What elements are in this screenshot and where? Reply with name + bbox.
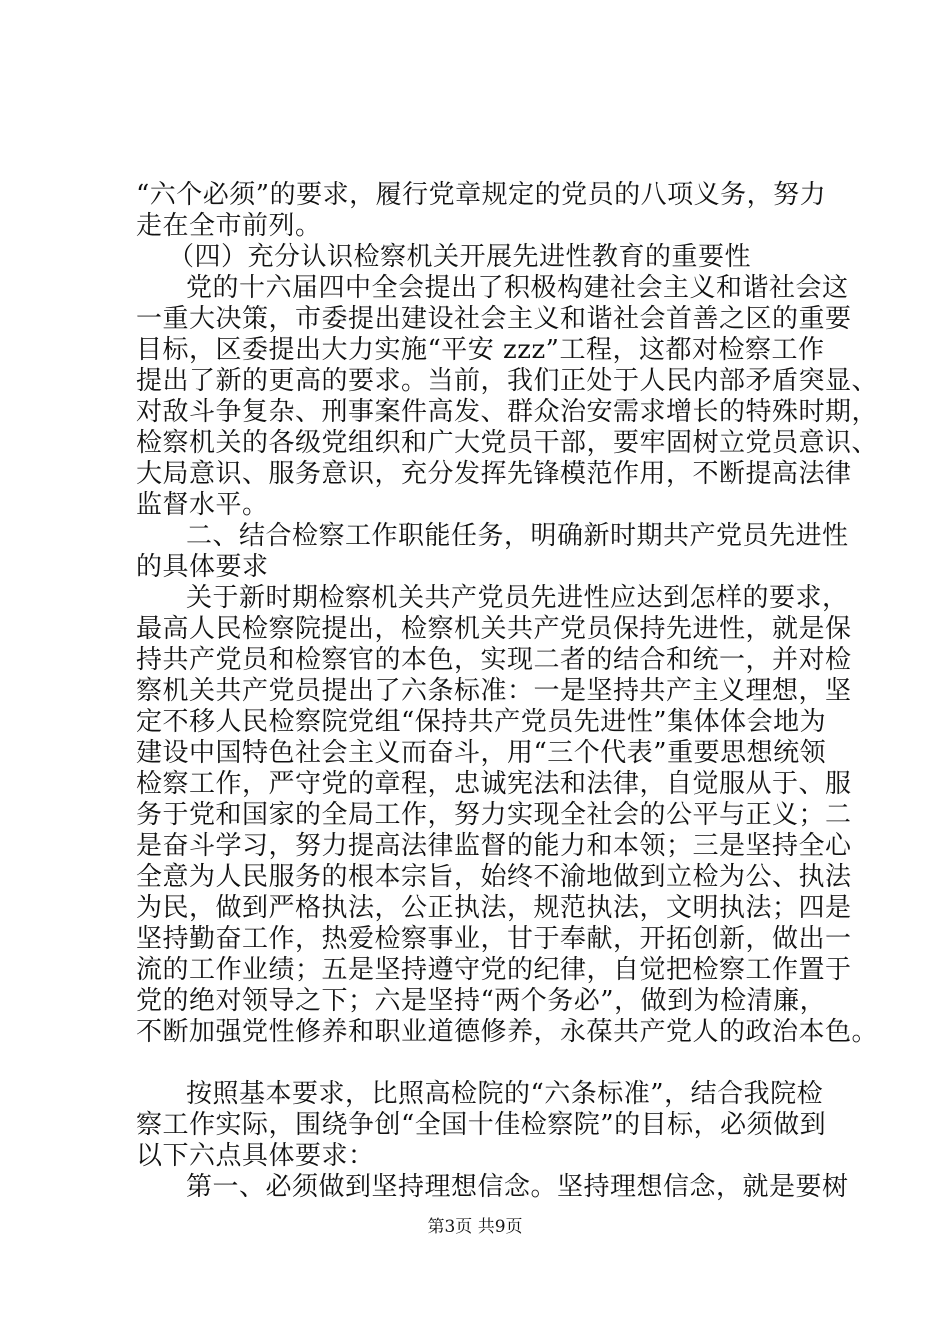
text-line: 以下六点具体要求：	[136, 1141, 375, 1171]
section-heading: （四）充分认识检察机关开展先进性教育的重要性	[168, 242, 752, 272]
text-line: 持共产党员和检察官的本色，实现二者的结合和统一，并对检	[136, 645, 852, 675]
text-line: 检察工作，严守党的章程，忠诚宪法和法律，自觉服从于、服	[136, 769, 852, 799]
text-line: 检察机关的各级党组织和广大党员干部，要牢固树立党员意识、	[136, 428, 879, 458]
text-line: 是奋斗学习，努力提高法律监督的能力和本领；三是坚持全心	[136, 831, 852, 861]
text-line: 察工作实际，围绕争创“全国十佳检察院”的目标，必须做到	[136, 1110, 827, 1140]
text-line: 定不移人民检察院党组“保持共产党员先进性”集体体会地为	[136, 707, 827, 737]
text-line: 建设中国特色社会主义而奋斗，用“三个代表”重要思想统领	[136, 738, 827, 768]
text-line: 不断加强党性修养和职业道德修养，永葆共产党人的政治本色。	[136, 1017, 879, 1047]
text-line: 一重大决策，市委提出建设社会主义和谐社会首善之区的重要	[136, 304, 852, 334]
text-line: 为民，做到严格执法，公正执法，规范执法，文明执法；四是	[136, 893, 852, 923]
text-line: 党的绝对领导之下；六是坚持“两个务必”，做到为检清廉，	[136, 986, 827, 1016]
text-line: 目标，区委提出大力实施“平安 zzz”工程，这都对检察工作	[136, 335, 825, 365]
text-line: 第一、必须做到坚持理想信念。坚持理想信念，就是要树	[186, 1172, 849, 1202]
text-line: 坚持勤奋工作，热爱检察事业，甘于奉献，开拓创新，做出一	[136, 924, 852, 954]
text-line: 对敌斗争复杂、刑事案件高发、群众治安需求增长的特殊时期，	[136, 397, 879, 427]
text-line: 流的工作业绩；五是坚持遵守党的纪律，自觉把检察工作置于	[136, 955, 852, 985]
text-line: 按照基本要求，比照高检院的“六条标准”，结合我院检	[186, 1079, 824, 1109]
text-line: 走在全市前列。	[136, 211, 322, 241]
text-line: 监督水平。	[136, 490, 269, 520]
text-line: 提出了新的更高的要求。当前，我们正处于人民内部矛盾突显、	[136, 366, 879, 396]
text-line: 全意为人民服务的根本宗旨，始终不渝地做到立检为公、执法	[136, 862, 852, 892]
text-line: “六个必须”的要求，履行党章规定的党员的八项义务，努力	[136, 180, 827, 210]
text-line: 最高人民检察院提出，检察机关共产党员保持先进性，就是保	[136, 614, 852, 644]
text-line: 党的十六届四中全会提出了积极构建社会主义和谐社会这	[186, 273, 849, 303]
text-line: 大局意识、服务意识，充分发挥先锋模范作用，不断提高法律	[136, 459, 852, 489]
text-line: 务于党和国家的全局工作，努力实现全社会的公平与正义；二	[136, 800, 852, 830]
page-footer: 第3页 共9页	[427, 1217, 523, 1237]
section-heading: 二、结合检察工作职能任务，明确新时期共产党员先进性	[186, 521, 849, 551]
section-heading: 的具体要求	[136, 552, 269, 582]
text-line: 察机关共产党员提出了六条标准：一是坚持共产主义理想，坚	[136, 676, 852, 706]
text-line: 关于新时期检察机关共产党员先进性应达到怎样的要求，	[186, 583, 849, 613]
